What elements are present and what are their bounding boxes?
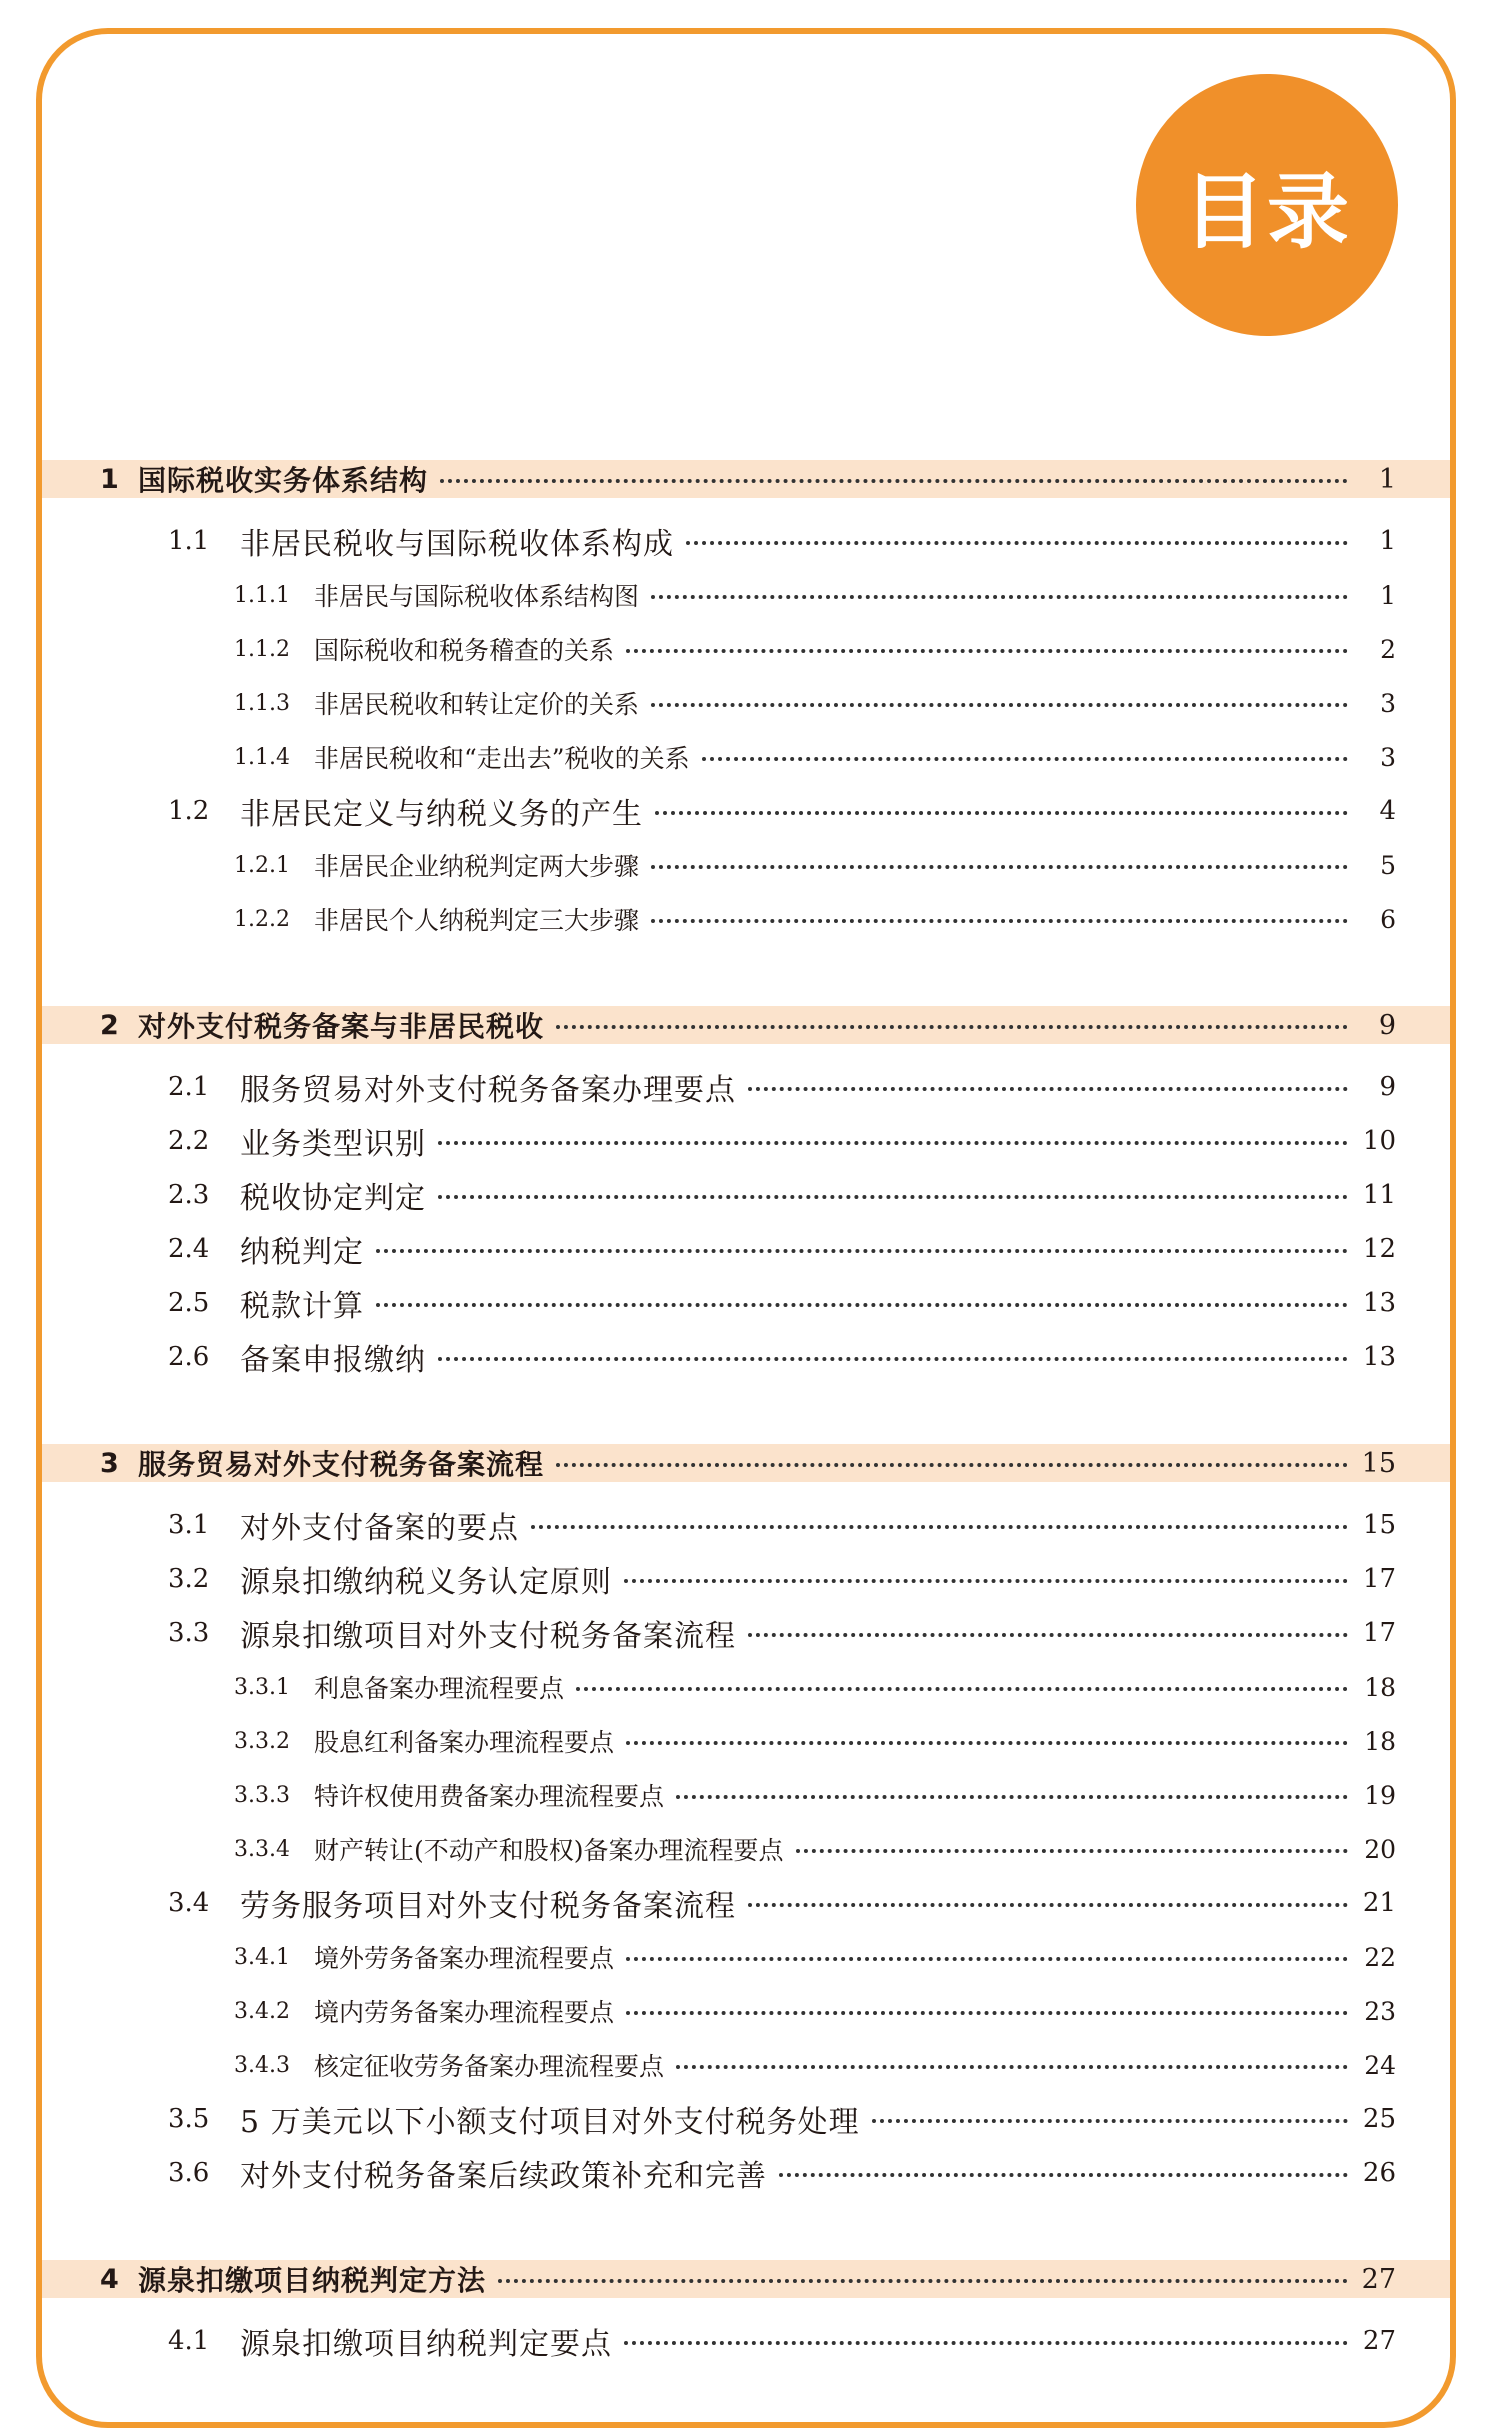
toc-section-row[interactable] <box>42 1876 1450 1930</box>
toc-entry-page: 26 <box>1362 2158 1396 2188</box>
toc-entry-page: 21 <box>1362 1888 1396 1918</box>
toc-subsection-row[interactable] <box>42 1714 1450 1768</box>
toc-subsection-row[interactable] <box>42 730 1450 784</box>
toc-entry-number: 4 <box>100 2263 119 2295</box>
toc-entry-title: 源泉扣缴纳税义务认定原则 <box>240 1565 612 1600</box>
toc-entry-title: 备案申报缴纳 <box>240 1343 426 1378</box>
dot-leader <box>748 1087 1348 1091</box>
toc-chapter-row[interactable] <box>42 1006 1450 1044</box>
toc-entry-page: 20 <box>1364 1834 1396 1864</box>
dot-leader <box>626 1741 1348 1745</box>
dot-leader <box>872 2119 1348 2123</box>
toc-entry-number: 2 <box>100 1009 119 1041</box>
toc-entry-page: 15 <box>1361 1447 1396 1479</box>
toc-entry-title: 业务类型识别 <box>240 1127 426 1162</box>
toc-entry-title: 税收协定判定 <box>240 1181 426 1216</box>
toc-entry-title: 非居民定义与纳税义务的产生 <box>240 797 643 832</box>
toc-section-row[interactable] <box>42 1222 1450 1276</box>
dot-leader <box>626 1957 1348 1961</box>
toc-chapter-row[interactable] <box>42 460 1450 498</box>
toc-entry-page: 2 <box>1380 634 1396 664</box>
toc-section-row[interactable] <box>42 1114 1450 1168</box>
toc-subsection-row[interactable] <box>42 1930 1450 1984</box>
toc-entry-title: 非居民与国际税收体系结构图 <box>314 582 640 611</box>
toc-entry-number: 1 <box>100 463 119 495</box>
toc-section-row[interactable] <box>42 1498 1450 1552</box>
toc-entry-number: 1.1.2 <box>234 636 290 662</box>
toc-entry-title: 非居民税收和转让定价的关系 <box>314 690 640 719</box>
toc-section <box>42 1006 1450 1384</box>
toc-entry-number: 2.6 <box>168 1342 210 1372</box>
toc-section-row[interactable] <box>42 2146 1450 2200</box>
dot-leader <box>651 595 1348 599</box>
toc-section <box>42 1444 1450 2200</box>
toc-entry-title: 源泉扣缴项目纳税判定要点 <box>240 2327 612 2362</box>
toc-subsection-row[interactable] <box>42 1660 1450 1714</box>
toc-entry-number: 3.4.2 <box>234 1998 290 2024</box>
dot-leader <box>748 1633 1348 1637</box>
dot-leader <box>376 1249 1348 1253</box>
toc-entry-number: 3.6 <box>168 2158 210 2188</box>
toc-entry-page: 18 <box>1364 1672 1396 1702</box>
toc-entry-title: 核定征收劳务备案办理流程要点 <box>314 2052 665 2081</box>
dot-leader <box>651 919 1348 923</box>
toc-entry-number: 1.2 <box>168 796 210 826</box>
toc-section-row[interactable] <box>42 514 1450 568</box>
dot-leader <box>624 2341 1348 2345</box>
toc-subsection-row[interactable] <box>42 838 1450 892</box>
toc-subsection-row[interactable] <box>42 1768 1450 1822</box>
toc-section-row[interactable] <box>42 2314 1450 2368</box>
dot-leader <box>686 541 1348 545</box>
toc-entry-page: 23 <box>1364 1996 1396 2026</box>
toc-entry-title: 服务贸易对外支付税务备案流程 <box>138 1448 545 1481</box>
toc-entry-title: 税款计算 <box>240 1289 364 1324</box>
toc-entry-number: 3 <box>100 1447 119 1479</box>
toc-entry-number: 1.1.4 <box>234 744 290 770</box>
toc-entry-page: 10 <box>1362 1126 1396 1156</box>
toc-entry-title: 源泉扣缴项目对外支付税务备案流程 <box>240 1619 736 1654</box>
toc-entry-page: 9 <box>1378 1009 1396 1041</box>
dot-leader <box>556 1463 1348 1467</box>
toc-entry-title: 利息备案办理流程要点 <box>314 1674 565 1703</box>
toc-section-row[interactable] <box>42 1330 1450 1384</box>
toc-entry-title: 劳务服务项目对外支付税务备案流程 <box>240 1889 736 1924</box>
toc-entry-page: 1 <box>1379 526 1396 556</box>
toc-subsection-row[interactable] <box>42 1822 1450 1876</box>
dot-leader <box>556 1025 1348 1029</box>
dot-leader <box>651 865 1348 869</box>
toc-entry-page: 17 <box>1362 1564 1396 1594</box>
dot-leader <box>498 2279 1348 2283</box>
toc-entry-page: 13 <box>1362 1342 1396 1372</box>
toc-section-row[interactable] <box>42 2092 1450 2146</box>
toc-entry-page: 11 <box>1362 1180 1396 1210</box>
toc-entry-title: 非居民税收与国际税收体系构成 <box>240 527 674 562</box>
toc-entry-number: 1.1.3 <box>234 690 290 716</box>
toc-entry-page: 1 <box>1378 463 1396 495</box>
toc-entry-number: 2.2 <box>168 1126 210 1156</box>
dot-leader <box>438 1141 1348 1145</box>
dot-leader <box>702 757 1348 761</box>
toc-entry-number: 3.3 <box>168 1618 210 1648</box>
dot-leader <box>676 1795 1348 1799</box>
toc-entry-number: 3.3.3 <box>234 1782 290 1808</box>
toc-entry-number: 3.2 <box>168 1564 210 1594</box>
toc-subsection-row[interactable] <box>42 568 1450 622</box>
toc-section-row[interactable] <box>42 1168 1450 1222</box>
toc-entry-page: 12 <box>1362 1234 1396 1264</box>
toc-section-row[interactable] <box>42 1606 1450 1660</box>
dot-leader <box>655 811 1348 815</box>
toc-entry-page: 13 <box>1362 1288 1396 1318</box>
toc-badge-label: 目录 <box>1182 164 1351 260</box>
toc-entry-number: 1.1.1 <box>234 582 290 608</box>
toc-entry-title: 对外支付备案的要点 <box>240 1511 519 1546</box>
dot-leader <box>438 1357 1348 1361</box>
toc-entry-page: 17 <box>1362 1618 1396 1648</box>
toc-entry-number: 3.3.1 <box>234 1674 290 1700</box>
toc-entry-number: 3.4.1 <box>234 1944 290 1970</box>
toc-section <box>42 460 1450 946</box>
toc-entry-title: 非居民税收和“走出去”税收的关系 <box>314 744 690 773</box>
toc-entry-number: 2.4 <box>168 1234 210 1264</box>
toc-entry-page: 18 <box>1364 1726 1396 1756</box>
toc-section-row[interactable] <box>42 1552 1450 1606</box>
toc-entry-page: 27 <box>1362 2326 1396 2356</box>
toc-subsection-row[interactable] <box>42 892 1450 946</box>
toc-entry-page: 24 <box>1364 2050 1396 2080</box>
toc-entry-number: 3.5 <box>168 2104 210 2134</box>
dot-leader <box>651 703 1348 707</box>
toc-entry-title: 特许权使用费备案办理流程要点 <box>314 1782 665 1811</box>
toc-entry-title: 国际税收和税务稽查的关系 <box>314 636 615 665</box>
toc-entry-number: 3.4 <box>168 1888 210 1918</box>
toc-entry-title: 源泉扣缴项目纳税判定方法 <box>138 2264 487 2297</box>
toc-entry-number: 3.3.4 <box>234 1836 290 1862</box>
toc-entry-number: 2.3 <box>168 1180 210 1210</box>
toc-entry-title: 非居民企业纳税判定两大步骤 <box>314 852 640 881</box>
toc-entry-page: 27 <box>1361 2263 1396 2295</box>
toc-entry-page: 6 <box>1380 904 1396 934</box>
dot-leader <box>376 1303 1348 1307</box>
table-of-contents <box>42 460 1450 2428</box>
dot-leader <box>748 1903 1348 1907</box>
toc-entry-title: 纳税判定 <box>240 1235 364 1270</box>
toc-entry-title: 5 万美元以下小额支付项目对外支付税务处理 <box>240 2105 860 2140</box>
dot-leader <box>576 1687 1348 1691</box>
toc-entry-title: 境外劳务备案办理流程要点 <box>314 1944 615 1973</box>
toc-subsection-row[interactable] <box>42 2038 1450 2092</box>
toc-entry-page: 4 <box>1379 796 1396 826</box>
dot-leader <box>438 1195 1348 1199</box>
toc-entry-title: 国际税收实务体系结构 <box>138 464 429 497</box>
toc-entry-page: 25 <box>1362 2104 1396 2134</box>
toc-entry-title: 非居民个人纳税判定三大步骤 <box>314 906 640 935</box>
toc-subsection-row[interactable] <box>42 1984 1450 2038</box>
toc-entry-title: 财产转让(不动产和股权)备案办理流程要点 <box>314 1836 784 1865</box>
toc-entry-number: 3.1 <box>168 1510 210 1540</box>
toc-entry-number: 2.5 <box>168 1288 210 1318</box>
toc-entry-number: 1.2.1 <box>234 852 290 878</box>
dot-leader <box>440 479 1348 483</box>
dot-leader <box>626 649 1348 653</box>
dot-leader <box>624 1579 1348 1583</box>
toc-entry-page: 3 <box>1380 742 1396 772</box>
toc-entry-title: 对外支付税务备案后续政策补充和完善 <box>240 2159 767 2194</box>
toc-entry-page: 3 <box>1380 688 1396 718</box>
toc-entry-number: 4.1 <box>168 2326 210 2356</box>
toc-entry-title: 服务贸易对外支付税务备案办理要点 <box>240 1073 736 1108</box>
toc-entry-title: 股息红利备案办理流程要点 <box>314 1728 615 1757</box>
toc-entry-page: 1 <box>1380 580 1396 610</box>
toc-entry-number: 2.1 <box>168 1072 210 1102</box>
toc-entry-title: 对外支付税务备案与非居民税收 <box>138 1010 545 1043</box>
dot-leader <box>531 1525 1348 1529</box>
toc-entry-title: 境内劳务备案办理流程要点 <box>314 1998 615 2027</box>
toc-section-row[interactable] <box>42 1060 1450 1114</box>
toc-badge <box>1136 74 1398 336</box>
toc-entry-number: 1.2.2 <box>234 906 290 932</box>
toc-subsection-row[interactable] <box>42 676 1450 730</box>
dot-leader <box>676 2065 1348 2069</box>
dot-leader <box>779 2173 1348 2177</box>
toc-entry-page: 9 <box>1379 1072 1396 1102</box>
toc-entry-page: 19 <box>1364 1780 1396 1810</box>
toc-section-row[interactable] <box>42 1276 1450 1330</box>
toc-entry-page: 5 <box>1380 850 1396 880</box>
toc-chapter-row[interactable] <box>42 2260 1450 2298</box>
toc-entry-number: 3.4.3 <box>234 2052 290 2078</box>
toc-subsection-row[interactable] <box>42 622 1450 676</box>
toc-section-row[interactable] <box>42 784 1450 838</box>
toc-chapter-row[interactable] <box>42 1444 1450 1482</box>
toc-entry-page: 22 <box>1364 1942 1396 1972</box>
toc-section <box>42 2260 1450 2368</box>
dot-leader <box>796 1849 1348 1853</box>
toc-entry-number: 3.3.2 <box>234 1728 290 1754</box>
dot-leader <box>626 2011 1348 2015</box>
toc-entry-number: 1.1 <box>168 526 210 556</box>
toc-entry-page: 15 <box>1362 1510 1396 1540</box>
